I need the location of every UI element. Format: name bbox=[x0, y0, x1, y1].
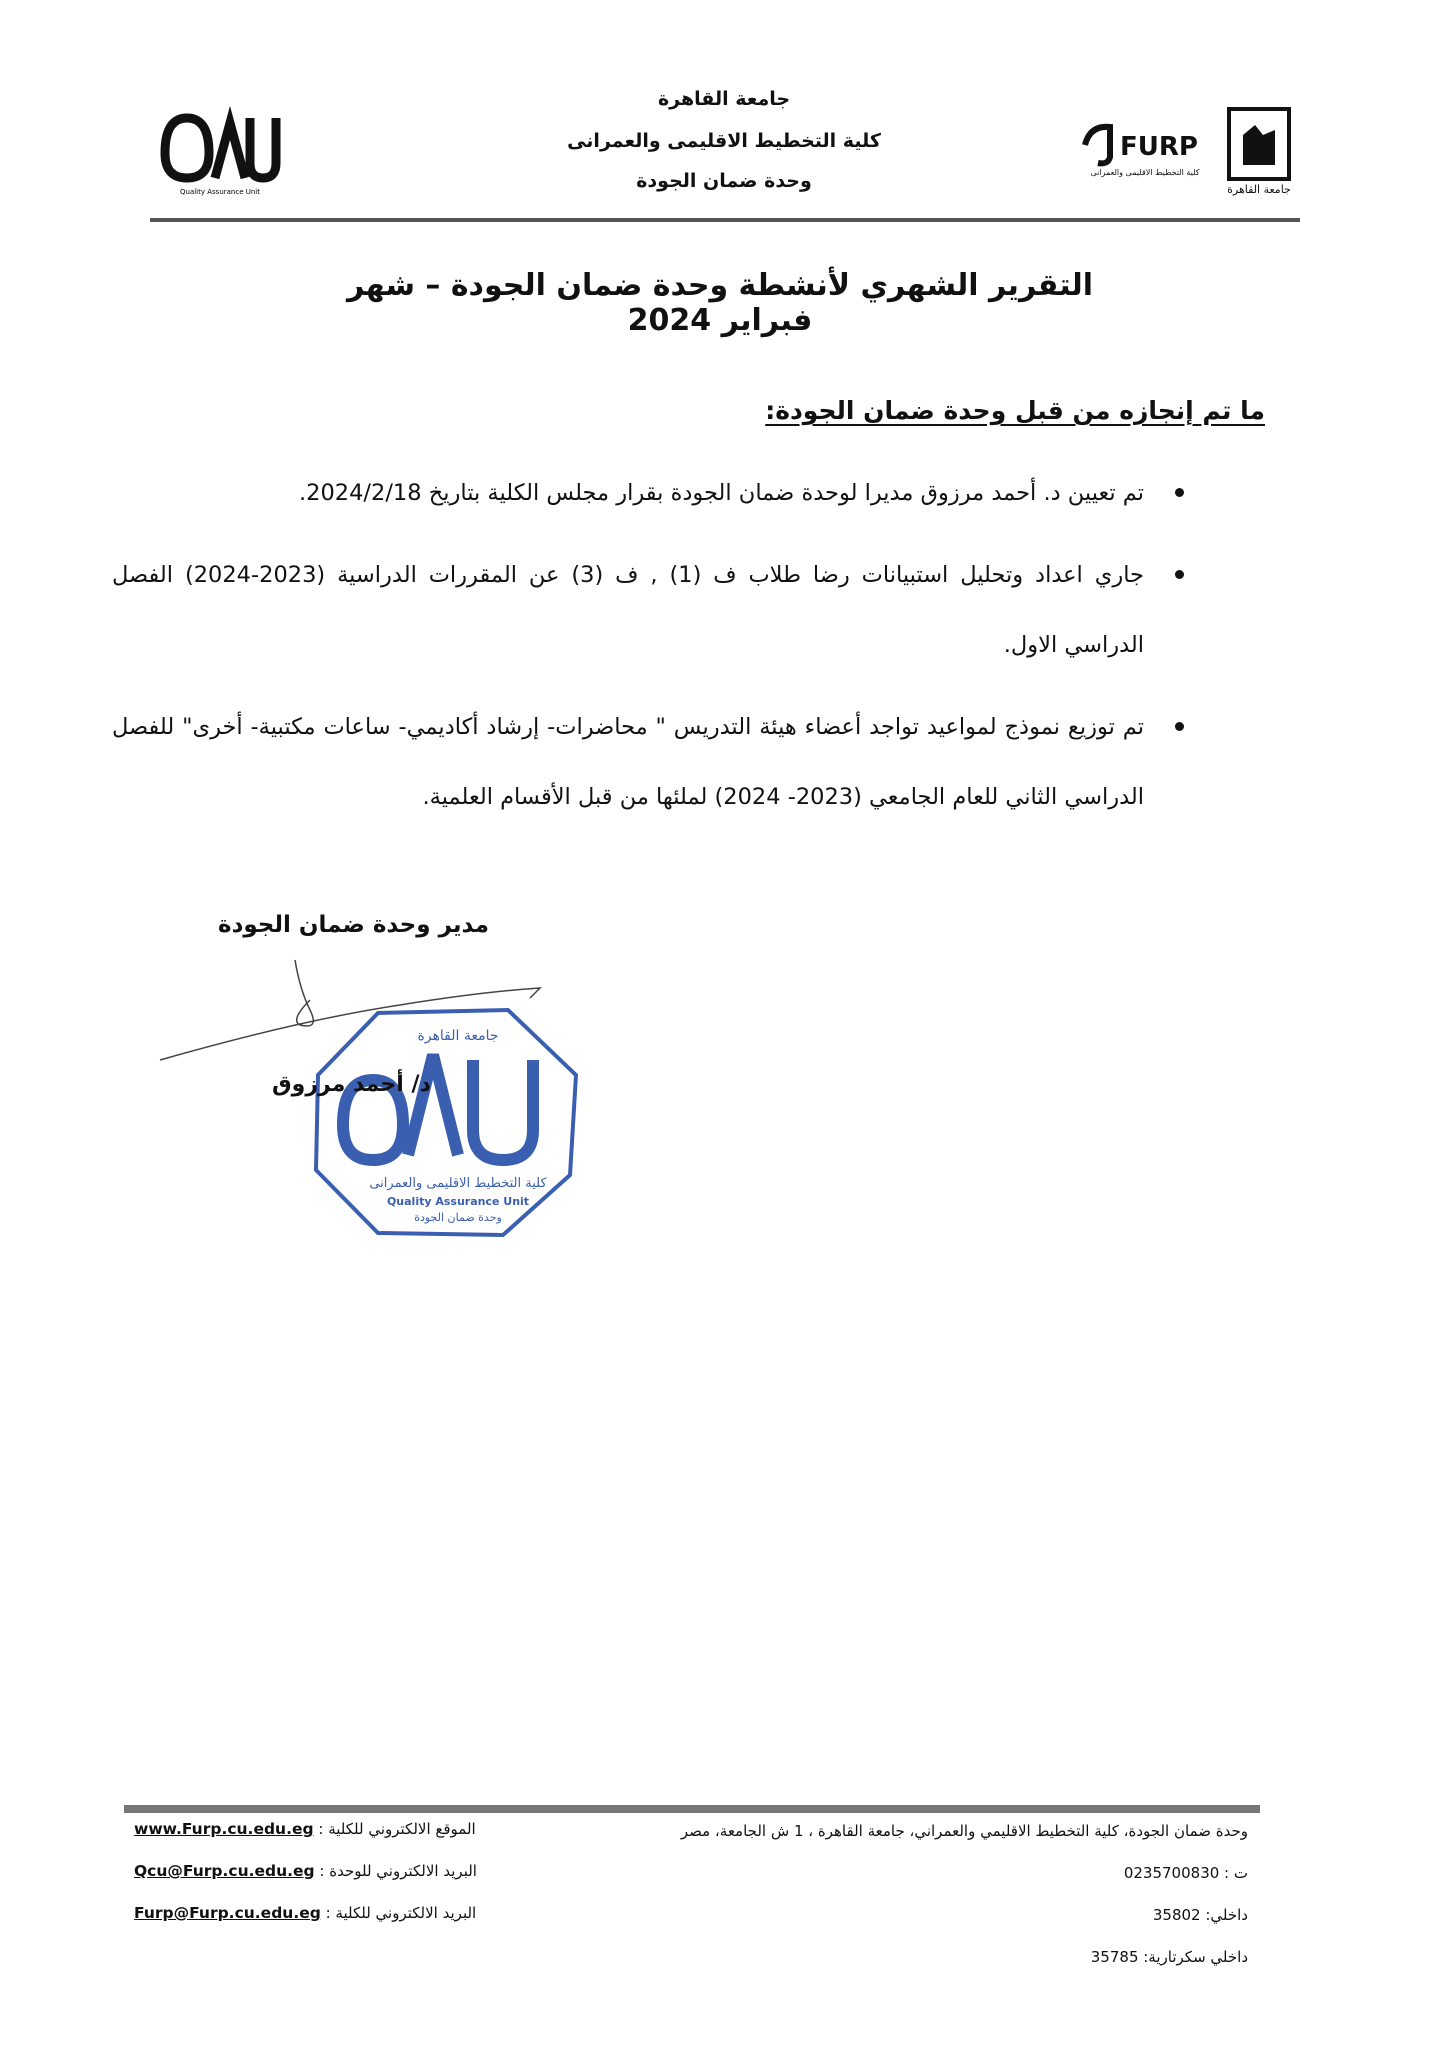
list-item: تم تعيين د. أحمد مرزوق مديرا لوحدة ضمان الجودة بقرار مجلس الكلية بتاريخ 2024/2/18. bbox=[112, 458, 1184, 528]
svg-text:جامعة القاهرة: جامعة القاهرة bbox=[1227, 183, 1291, 196]
faculty-email-link[interactable]: Furp@Furp.cu.edu.eg bbox=[134, 1904, 321, 1922]
footer-address: وحدة ضمان الجودة، كلية التخطيط الاقليمي والعمراني، جامعة القاهرة ، 1 ش الجامعة، مصر bbox=[680, 1822, 1248, 1840]
signatory-name: د/ أحمد مرزوق bbox=[272, 1072, 431, 1097]
qau-logo bbox=[155, 98, 285, 208]
unit-email-link[interactable]: Qcu@Furp.cu.edu.eg bbox=[134, 1862, 315, 1880]
svg-text:وحدة ضمان الجودة: وحدة ضمان الجودة bbox=[414, 1211, 502, 1224]
footer-faculty-email-row: البريد الالكتروني للكلية : Furp@Furp.cu.edu.eg bbox=[134, 1904, 477, 1922]
bullet-icon bbox=[1175, 570, 1184, 579]
bullet-icon bbox=[1175, 722, 1184, 731]
quality-unit-stamp bbox=[308, 1005, 583, 1240]
footer-website-row: الموقع الالكتروني للكلية : www.Furp.cu.edu.eg bbox=[134, 1820, 476, 1838]
bullet-icon bbox=[1175, 488, 1184, 497]
header-faculty: كلية التخطيط الاقليمى والعمرانى bbox=[567, 130, 881, 152]
header-divider bbox=[150, 218, 1300, 222]
section-heading: ما تم إنجازه من قبل وحدة ضمان الجودة: bbox=[765, 396, 1265, 425]
report-title: التقرير الشهري لأنشطة وحدة ضمان الجودة – شهر فبراير 2024 bbox=[346, 268, 1093, 338]
svg-text:جامعة القاهرة: جامعة القاهرة bbox=[417, 1028, 499, 1044]
achievements-list bbox=[112, 458, 1184, 844]
svg-text:Quality Assurance Unit: Quality Assurance Unit bbox=[386, 1195, 530, 1208]
website-link[interactable]: www.Furp.cu.edu.eg bbox=[134, 1820, 314, 1838]
list-item: تم توزيع نموذج لمواعيد تواجد أعضاء هيئة التدريس " محاضرات- إرشاد أكاديمي- ساعات مكتبية- أخرى" للفصل الدراسي الثاني للعام الجامعي (2023- 2024) لملئها من قبل الأقسام العلمية. bbox=[112, 692, 1184, 832]
footer-divider bbox=[124, 1805, 1260, 1813]
qau-logo-subtitle: Quality Assurance Unit bbox=[180, 188, 260, 196]
signatory-title: مدير وحدة ضمان الجودة bbox=[218, 912, 490, 938]
footer-unit-email-row: البريد الالكتروني للوحدة : Qcu@Furp.cu.edu.eg bbox=[134, 1862, 477, 1880]
furp-logo bbox=[1080, 115, 1210, 185]
list-item: جاري اعداد وتحليل استبيانات رضا طلاب ف (1) , ف (3) عن المقررات الدراسية (2023-2024) الفصل الدراسي الاول. bbox=[112, 540, 1184, 680]
footer-extension: داخلي: 35802 bbox=[1152, 1906, 1248, 1924]
svg-text:FURP: FURP bbox=[1120, 132, 1198, 162]
svg-text:كلية التخطيط الاقليمى والعمران: كلية التخطيط الاقليمى والعمرانى bbox=[1090, 168, 1200, 177]
footer-phone: ت : 0235700830 bbox=[1123, 1864, 1248, 1882]
cairo-university-logo bbox=[1225, 105, 1293, 197]
svg-text:كلية التخطيط الاقليمى والعمران: كلية التخطيط الاقليمى والعمرانى bbox=[369, 1176, 547, 1191]
header-unit: وحدة ضمان الجودة bbox=[636, 170, 812, 192]
footer-secretary-extension: داخلي سكرتارية: 35785 bbox=[1090, 1948, 1248, 1966]
header-university: جامعة القاهرة bbox=[657, 88, 791, 110]
